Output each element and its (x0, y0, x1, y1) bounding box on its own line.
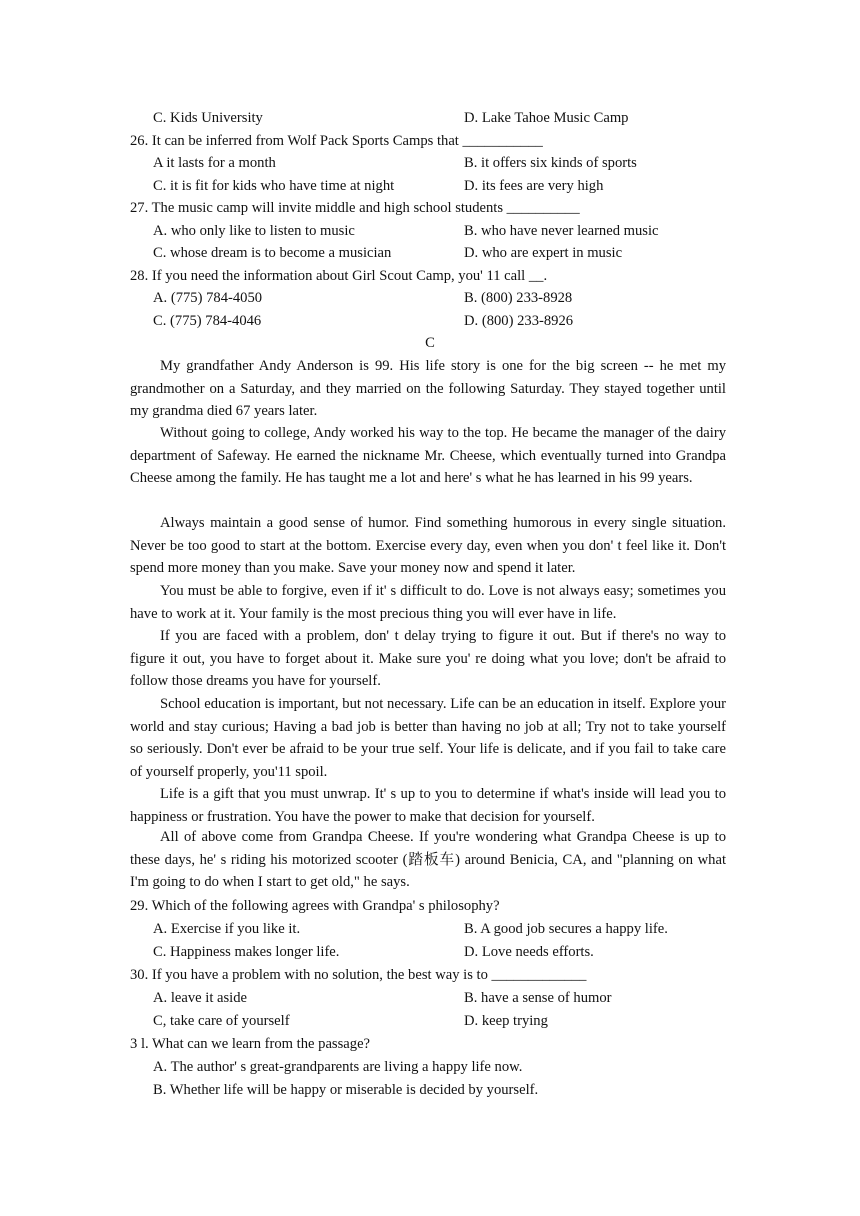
q29-option-a: A. Exercise if you like it. (153, 921, 301, 937)
passage-paragraph-8: All of above come from Grandpa Cheese. If you're wondering what Grandpa Cheese is up to these days, he' s riding his motorized scooter (踏板车) around Benicia, CA, and "planning on what I'm going to do when I start to get old," he says. (130, 829, 726, 891)
q26-option-b: B. it offers six kinds of sports (464, 155, 637, 171)
q26-option-a: A it lasts for a month (153, 155, 276, 171)
q25-option-c: C. Kids University (153, 110, 263, 126)
q30-stem: 30. If you have a problem with no solution, the best way is to _____________ (130, 967, 587, 983)
q28-option-d: D. (800) 233-8926 (464, 313, 574, 329)
q29-option-d: D. Love needs efforts. (464, 944, 594, 960)
passage-paragraph-2: Without going to college, Andy worked his way to the top. He became the manager of the dairy department of Safeway. He earned the nickname Mr. Cheese, which eventually turned into Grandpa Cheese among the family. He has taught me a lot and here' s what he has learned in his 99 years. (130, 425, 726, 487)
passage-paragraph-5: If you are faced with a problem, don' t delay trying to figure it out. But if there's no way to figure it out, you have to forget about it. Make sure you' re doing what you love; don't be afraid to follow those dreams you have for yourself. (130, 628, 726, 690)
q26-options-ab (153, 152, 753, 175)
q31-option-b: B. Whether life will be happy or miserable is decided by yourself. (153, 1082, 539, 1098)
q28-option-c: C. (775) 784-4046 (153, 313, 262, 329)
q26-option-c: C. it is fit for kids who have time at night (153, 178, 395, 194)
section-label: C (425, 335, 435, 351)
q29-stem: 29. Which of the following agrees with Grandpa' s philosophy? (130, 898, 500, 914)
q27-stem: 27. The music camp will invite middle and high school students __________ (130, 200, 580, 216)
q30-options-ab (153, 987, 753, 1010)
q31-option-a-row (153, 1056, 753, 1079)
passage-paragraph-4: You must be able to forgive, even if it' s difficult to do. Love is not always easy; sometimes you have to work at it. Your family is the most precious thing you will ever have in life. (130, 583, 726, 622)
q29-options-ab (153, 918, 753, 941)
passage-paragraph-7: Life is a gift that you must unwrap. It' s up to you to determine if what's inside will lead you to happiness or frustration. You have the power to make that decision for yourself. (130, 786, 726, 825)
q26-stem: 26. It can be inferred from Wolf Pack Sports Camps that ___________ (130, 133, 543, 149)
passage-paragraph-6: School education is important, but not necessary. Life can be an education in itself. Explore your world and stay curious; Having a bad job is better than having no job at all; Try not to take yourself so seriously. Don't ever be afraid to be your true self. Your life is delicate, and if you fail to take care of yourself properly, you'11 spoil. (130, 696, 726, 780)
passage-paragraph-3: Always maintain a good sense of humor. Find something humorous in every single situation. Never be too good to start at the bottom. Exercise every day, even when you don' t feel like it. Don't spend more money than you make. Save your money now and spend it later. (130, 515, 726, 577)
q27-option-c: C. whose dream is to become a musician (153, 245, 392, 261)
q31-stem: 3 l. What can we learn from the passage? (130, 1036, 371, 1052)
q29-options-cd (153, 941, 753, 964)
q28-options-cd (153, 310, 753, 333)
q27-option-d: D. who are expert in music (464, 245, 623, 261)
q30-option-b: B. have a sense of humor (464, 990, 612, 1006)
q27-options-ab (153, 220, 753, 243)
q28-stem: 28. If you need the information about Girl Scout Camp, you' 11 call __. (130, 268, 548, 284)
q27-option-a: A. who only like to listen to music (153, 223, 355, 239)
q31-option-a: A. The author' s great-grandparents are living a happy life now. (153, 1059, 523, 1075)
passage-paragraph-1: My grandfather Andy Anderson is 99. His life story is one for the big screen -- he met my grandmother on a Saturday, and they married on the following Saturday. They stayed together until my grandma died 67 years later. (130, 358, 726, 420)
q30-options-cd (153, 1010, 753, 1033)
q28-option-b: B. (800) 233-8928 (464, 290, 573, 306)
q29-option-c: C. Happiness makes longer life. (153, 944, 340, 960)
q28-option-a: A. (775) 784-4050 (153, 290, 263, 306)
q27-option-b: B. who have never learned music (464, 223, 659, 239)
q27-options-cd (153, 242, 753, 265)
q30-option-c: C, take care of yourself (153, 1013, 290, 1029)
q25-option-d: D. Lake Tahoe Music Camp (464, 110, 629, 126)
q25-options-cd (153, 107, 753, 130)
q29-option-b: B. A good job secures a happy life. (464, 921, 668, 937)
q31-option-b-row (153, 1079, 753, 1102)
q26-option-d: D. its fees are very high (464, 178, 604, 194)
q26-options-cd (153, 175, 753, 198)
q30-option-d: D. keep trying (464, 1013, 548, 1029)
q28-options-ab (153, 287, 753, 310)
q30-option-a: A. leave it aside (153, 990, 248, 1006)
